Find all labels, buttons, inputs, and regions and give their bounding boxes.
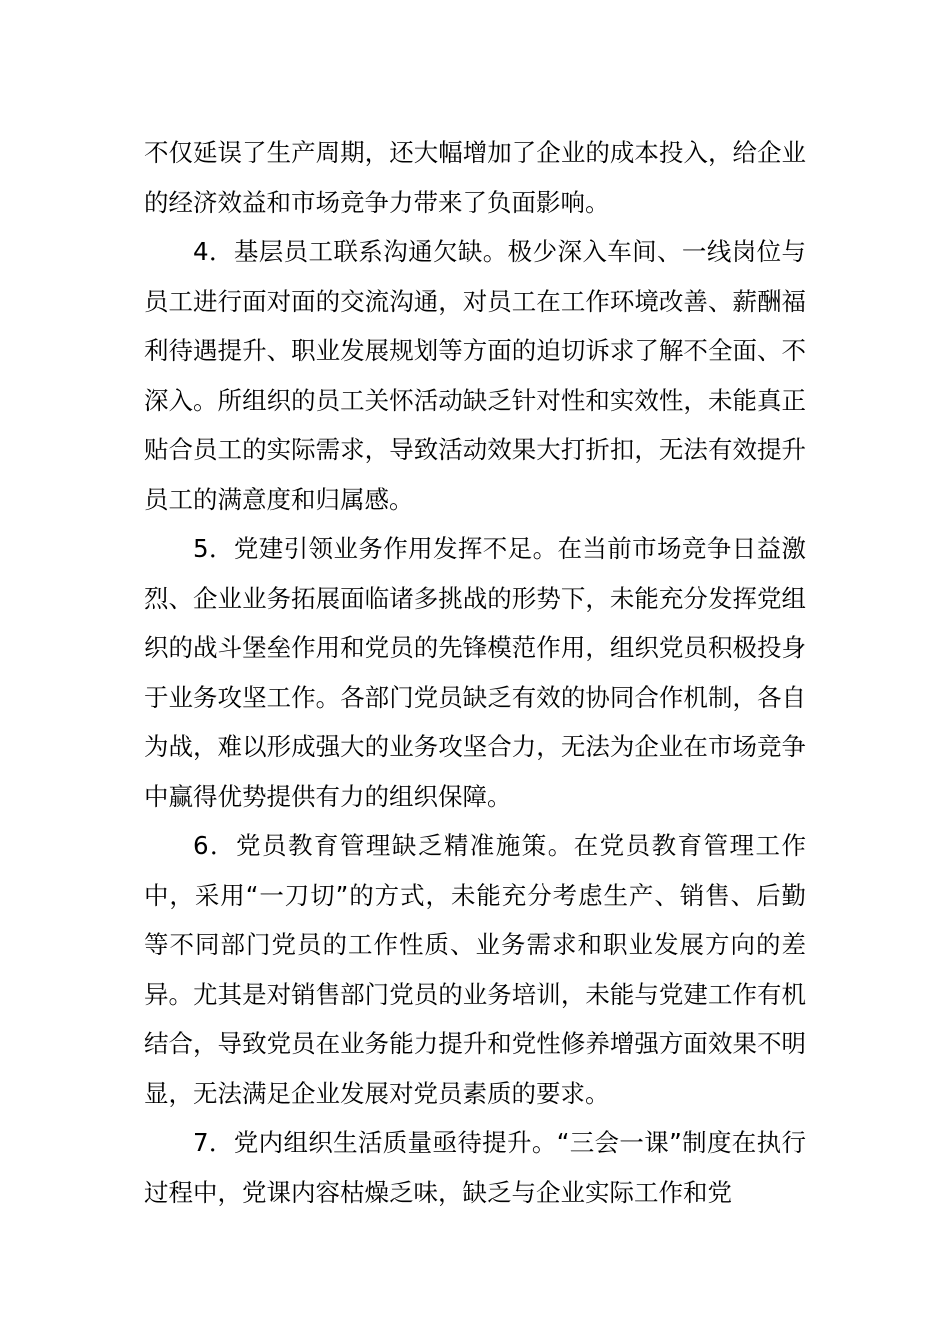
paragraph-item-4: 4．基层员工联系沟通欠缺。极少深入车间、一线岗位与员工进行面对面的交流沟通，对员工在工作环境改善、薪酬福利待遇提升、职业发展规划等方面的迫切诉求了解不全面、不深入。所组织的员工关怀活动缺乏针对性和实效性，未能真正贴合员工的实际需求，导致活动效果大打折扣，无法有效提升员工的满意度和归属感。	[144, 237, 806, 514]
body-text	[144, 128, 806, 1217]
paragraph-item-7: 7．党内组织生活质量亟待提升。“三会一课”制度在执行过程中，党课内容枯燥乏味，缺乏与企业实际工作和党	[144, 1128, 806, 1207]
paragraph-item-6: 6．党员教育管理缺乏精准施策。在党员教育管理工作中，采用“一刀切”的方式，未能充分考虑生产、销售、后勤等不同部门党员的工作性质、业务需求和职业发展方向的差异。尤其是对销售部门党员的业务培训，未能与党建工作有机结合，导致党员在业务能力提升和党性修养增强方面效果不明显，无法满足企业发展对党员素质的要求。	[144, 831, 806, 1108]
paragraph-continuation: 不仅延误了生产周期，还大幅增加了企业的成本投入，给企业的经济效益和市场竞争力带来了负面影响。	[144, 138, 806, 217]
paragraph-item-5: 5．党建引领业务作用发挥不足。在当前市场竞争日益激烈、企业业务拓展面临诸多挑战的形势下，未能充分发挥党组织的战斗堡垒作用和党员的先锋模范作用，组织党员积极投身于业务攻坚工作。各部门党员缺乏有效的协同合作机制，各自为战，难以形成强大的业务攻坚合力，无法为企业在市场竞争中赢得优势提供有力的组织保障。	[144, 534, 806, 811]
